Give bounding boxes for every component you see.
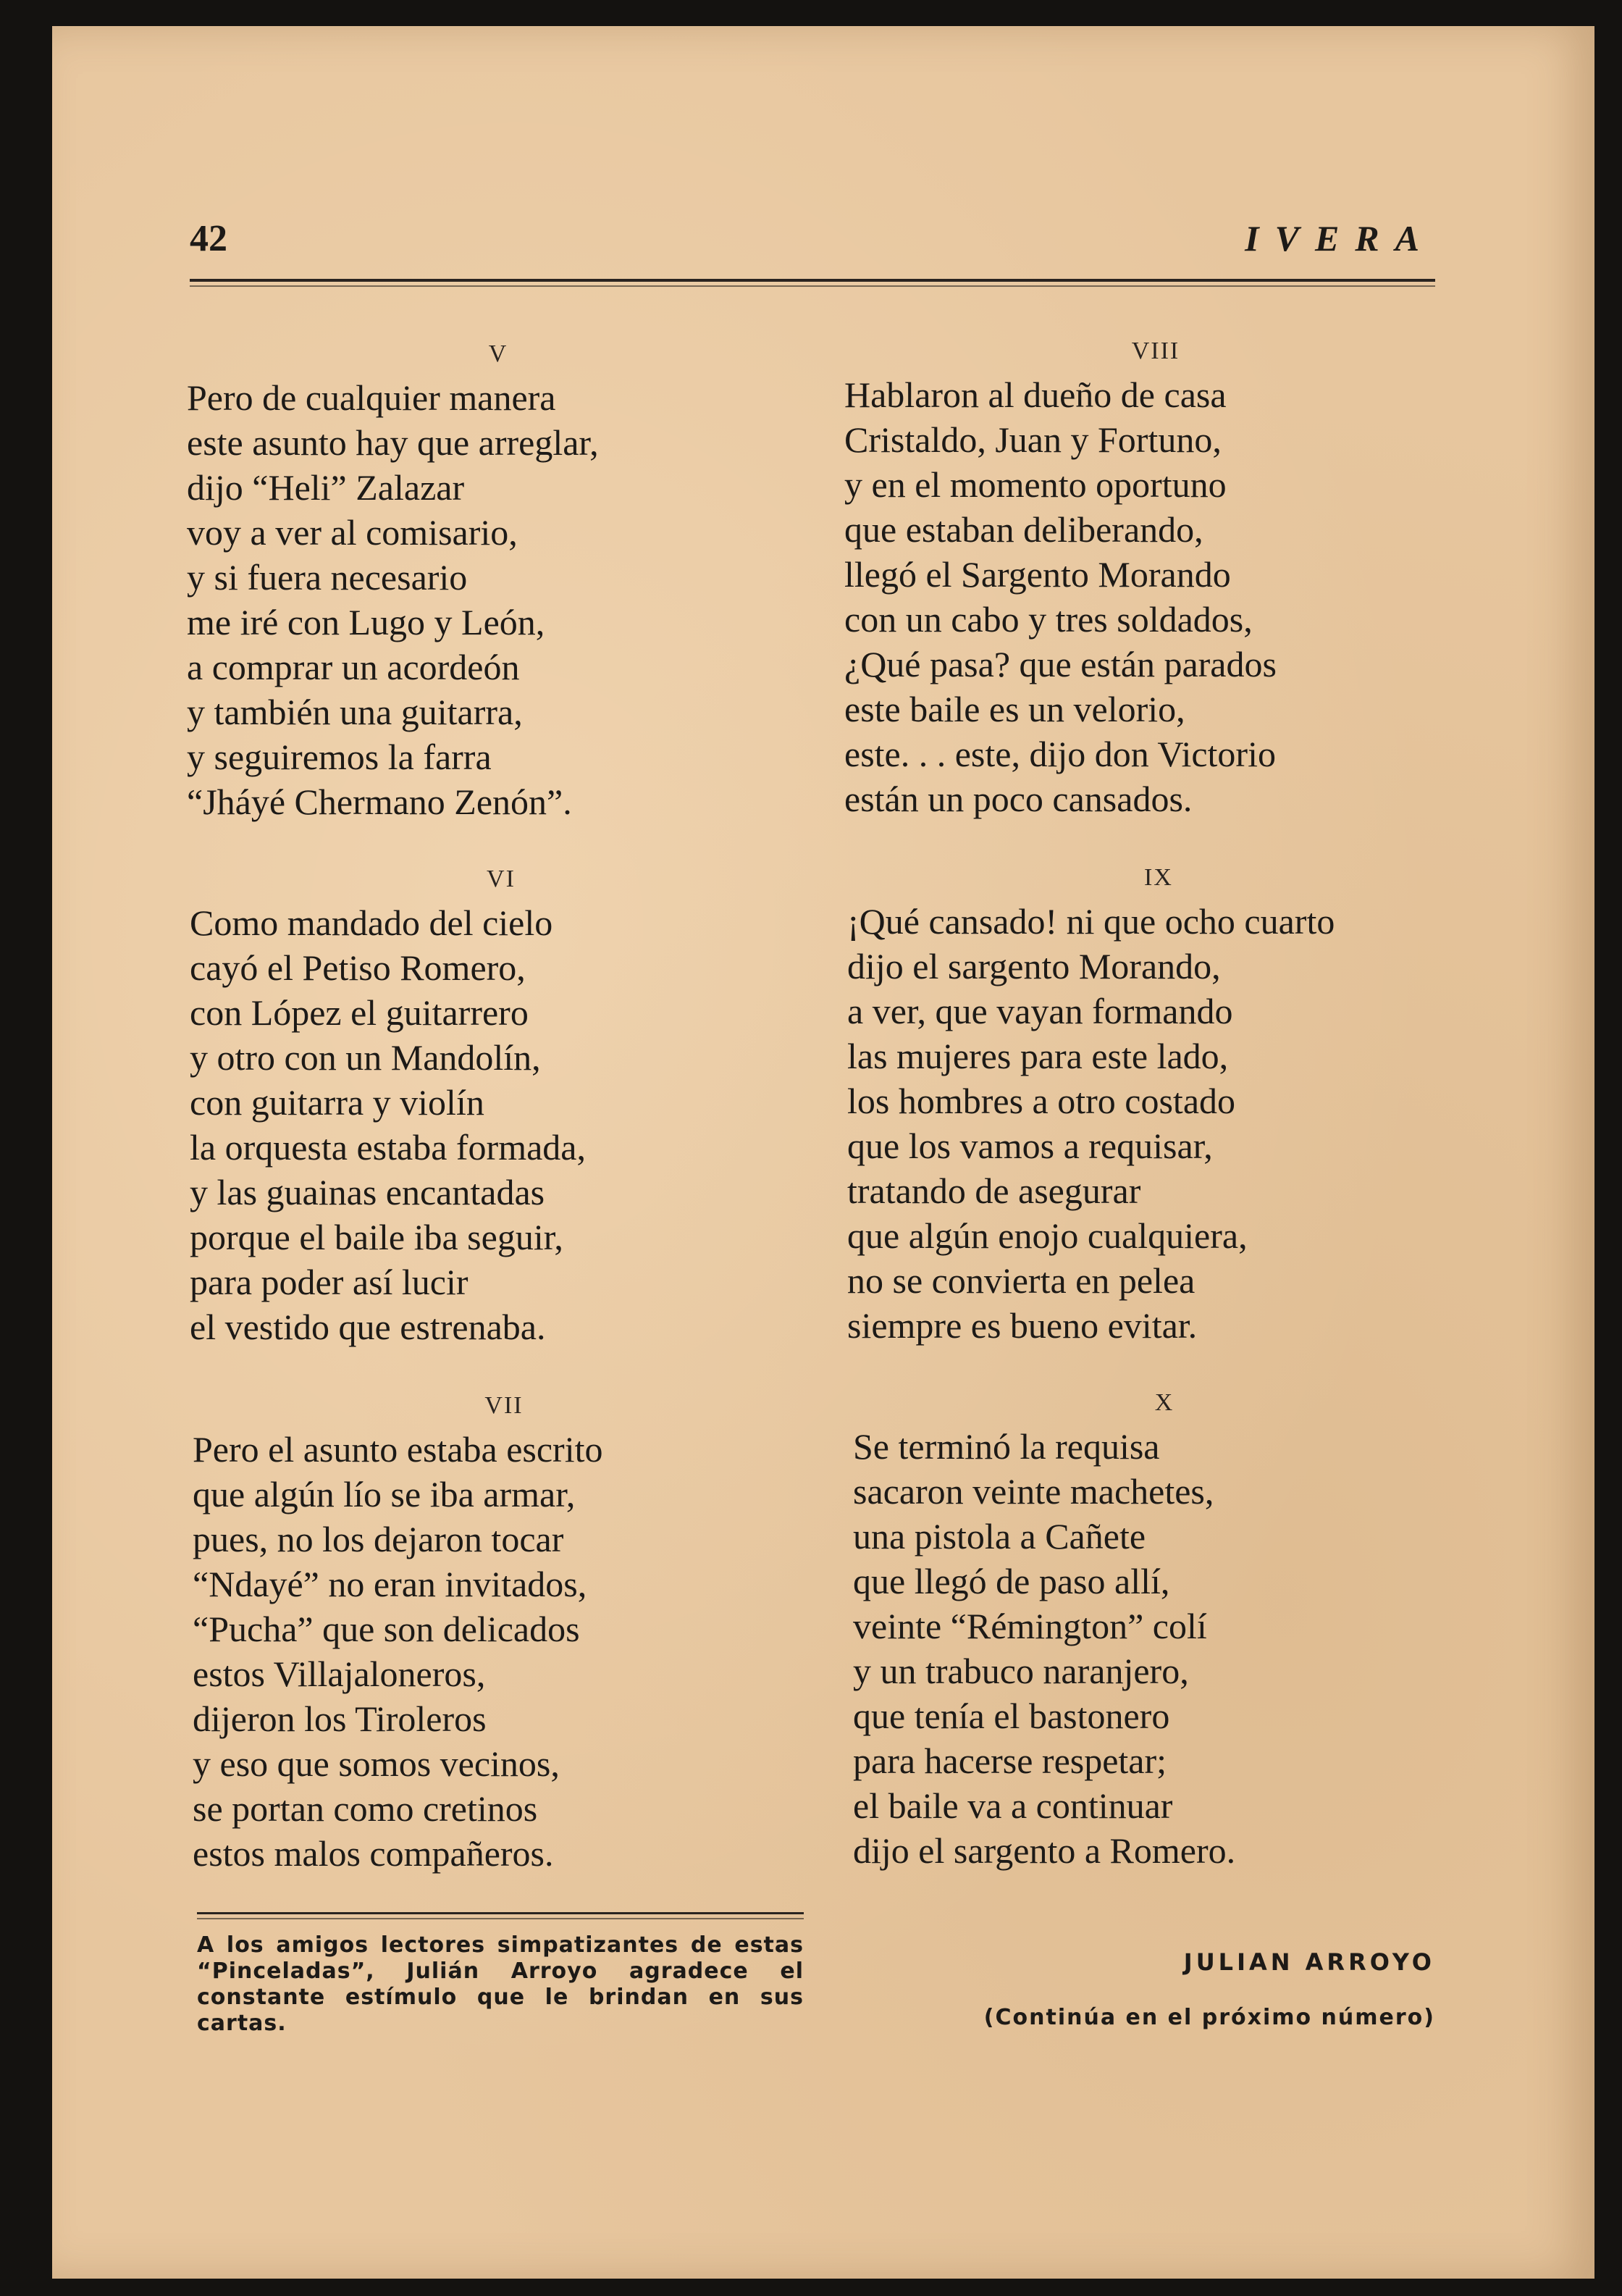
stanza-x	[853, 1389, 1476, 1873]
verse-line: sacaron veinte machetes,	[853, 1471, 1214, 1512]
verse-line: ¡Qué cansado! ni que ocho cuarto	[847, 901, 1335, 942]
stanza-vi	[190, 866, 812, 1349]
verse-line: y seguiremos la farra	[187, 737, 492, 777]
stanza-number: X	[1154, 1389, 1175, 1416]
verse-line: dijo “Heli” Zalazar	[187, 467, 465, 508]
verse-line: llegó el Sargento Morando	[844, 554, 1231, 595]
verse-line: “Ndayé” no eran invitados,	[193, 1564, 587, 1604]
verse-line: a comprar un acordeón	[187, 647, 520, 687]
stanza-number: V	[488, 340, 508, 367]
continuation-note: (Continúa en el próximo número)	[983, 2005, 1435, 2030]
verse-line: Pero el asunto estaba escrito	[193, 1429, 603, 1470]
header-rule	[190, 279, 1435, 282]
verse-line: que algún enojo cualquiera,	[847, 1215, 1248, 1256]
verse-line: me iré con Lugo y León,	[187, 602, 545, 642]
verse-line: que estaban deliberando,	[844, 509, 1203, 550]
stanza-v	[187, 340, 810, 824]
page-header	[190, 217, 1435, 275]
stanza-number: VIII	[1131, 338, 1180, 364]
verse-line: para poder así lucir	[190, 1262, 468, 1302]
verse-line: y las guainas encantadas	[190, 1172, 545, 1212]
verse-line: este asunto hay que arreglar,	[187, 422, 599, 463]
verse-line: porque el baile iba seguir,	[190, 1217, 563, 1257]
verse-line: para hacerse respetar;	[853, 1740, 1167, 1781]
verse-line: este baile es un velorio,	[844, 689, 1185, 729]
verse-line: no se convierta en pelea	[847, 1260, 1196, 1301]
verse-line: están un poco cansados.	[844, 779, 1193, 819]
verse-line: el baile va a continuar	[853, 1785, 1173, 1826]
verse-line: dijeron los Tiroleros	[193, 1698, 487, 1739]
verse-line: dijo el sargento a Romero.	[853, 1830, 1236, 1871]
verse-line: dijo el sargento Morando,	[847, 946, 1221, 986]
verse-line: a ver, que vayan formando	[847, 991, 1233, 1031]
verse-line: siempre es bueno evitar.	[847, 1305, 1198, 1346]
verse-line: y otro con un Mandolín,	[190, 1037, 541, 1078]
note-rule-thin	[197, 1918, 804, 1919]
verse-line: voy a ver al comisario,	[187, 512, 518, 553]
verse-line: se portan como cretinos	[193, 1788, 538, 1829]
verse-line: con guitarra y violín	[190, 1082, 484, 1123]
acknowledgement-note: A los amigos lectores simpatizantes de estas “Pinceladas”, Julián Arroyo agradece el constante estímulo que le brindan en sus cartas.	[197, 1932, 804, 2036]
running-title: IVERA	[1245, 218, 1435, 259]
verse-line: que tenía el bastonero	[853, 1696, 1170, 1736]
verse-line: estos malos compañeros.	[193, 1833, 554, 1874]
verse-line: Como mandado del cielo	[190, 902, 553, 943]
stanza-vii	[193, 1392, 815, 1876]
verse-line: los hombres a otro costado	[847, 1081, 1236, 1121]
verse-line: y un trabuco naranjero,	[853, 1651, 1189, 1691]
verse-line: y eso que somos vecinos,	[193, 1743, 560, 1784]
verse-line: pues, no los dejaron tocar	[193, 1519, 564, 1559]
verse-line: con un cabo y tres soldados,	[844, 599, 1253, 640]
author-signature: JULIAN ARROYO	[1183, 1948, 1435, 1976]
verse-line: este. . . este, dijo don Victorio	[844, 734, 1276, 774]
verse-line: que algún lío se iba armar,	[193, 1474, 576, 1514]
verse-line: “Pucha” que son delicados	[193, 1609, 580, 1649]
page-number: 42	[190, 218, 227, 259]
verse-line: y también una guitarra,	[187, 692, 523, 732]
verse-line: Se terminó la requisa	[853, 1426, 1160, 1467]
verse-line: la orquesta estaba formada,	[190, 1127, 586, 1168]
verse-line: el vestido que estrenaba.	[190, 1307, 546, 1347]
verse-line: cayó el Petiso Romero,	[190, 947, 526, 988]
verse-line: las mujeres para este lado,	[847, 1036, 1229, 1076]
stanza-number: VI	[487, 866, 516, 892]
stanza-number: VII	[484, 1392, 524, 1419]
verse-line: Pero de cualquier manera	[187, 377, 556, 418]
verse-line: y si fuera necesario	[187, 557, 468, 598]
verse-line: ¿Qué pasa? que están parados	[844, 644, 1277, 684]
stanza-ix	[847, 864, 1470, 1348]
verse-line: tratando de asegurar	[847, 1170, 1141, 1211]
stanza-viii	[844, 338, 1467, 821]
header-rule-thin	[190, 285, 1435, 287]
verse-line: una pistola a Cañete	[853, 1516, 1146, 1556]
note-rule	[197, 1912, 804, 1914]
verse-line: estos Villajaloneros,	[193, 1654, 486, 1694]
verse-line: Hablaron al dueño de casa	[844, 374, 1227, 415]
verse-line: que llegó de paso allí,	[853, 1561, 1170, 1601]
verse-line: Cristaldo, Juan y Fortuno,	[844, 419, 1222, 460]
verse-line: “Jháyé Chermano Zenón”.	[187, 782, 572, 822]
verse-line: veinte “Rémington” colí	[853, 1606, 1207, 1646]
verse-line: que los vamos a requisar,	[847, 1126, 1213, 1166]
verse-line: con López el guitarrero	[190, 992, 529, 1033]
stanza-number: IX	[1144, 864, 1173, 891]
verse-line: y en el momento oportuno	[844, 464, 1227, 505]
